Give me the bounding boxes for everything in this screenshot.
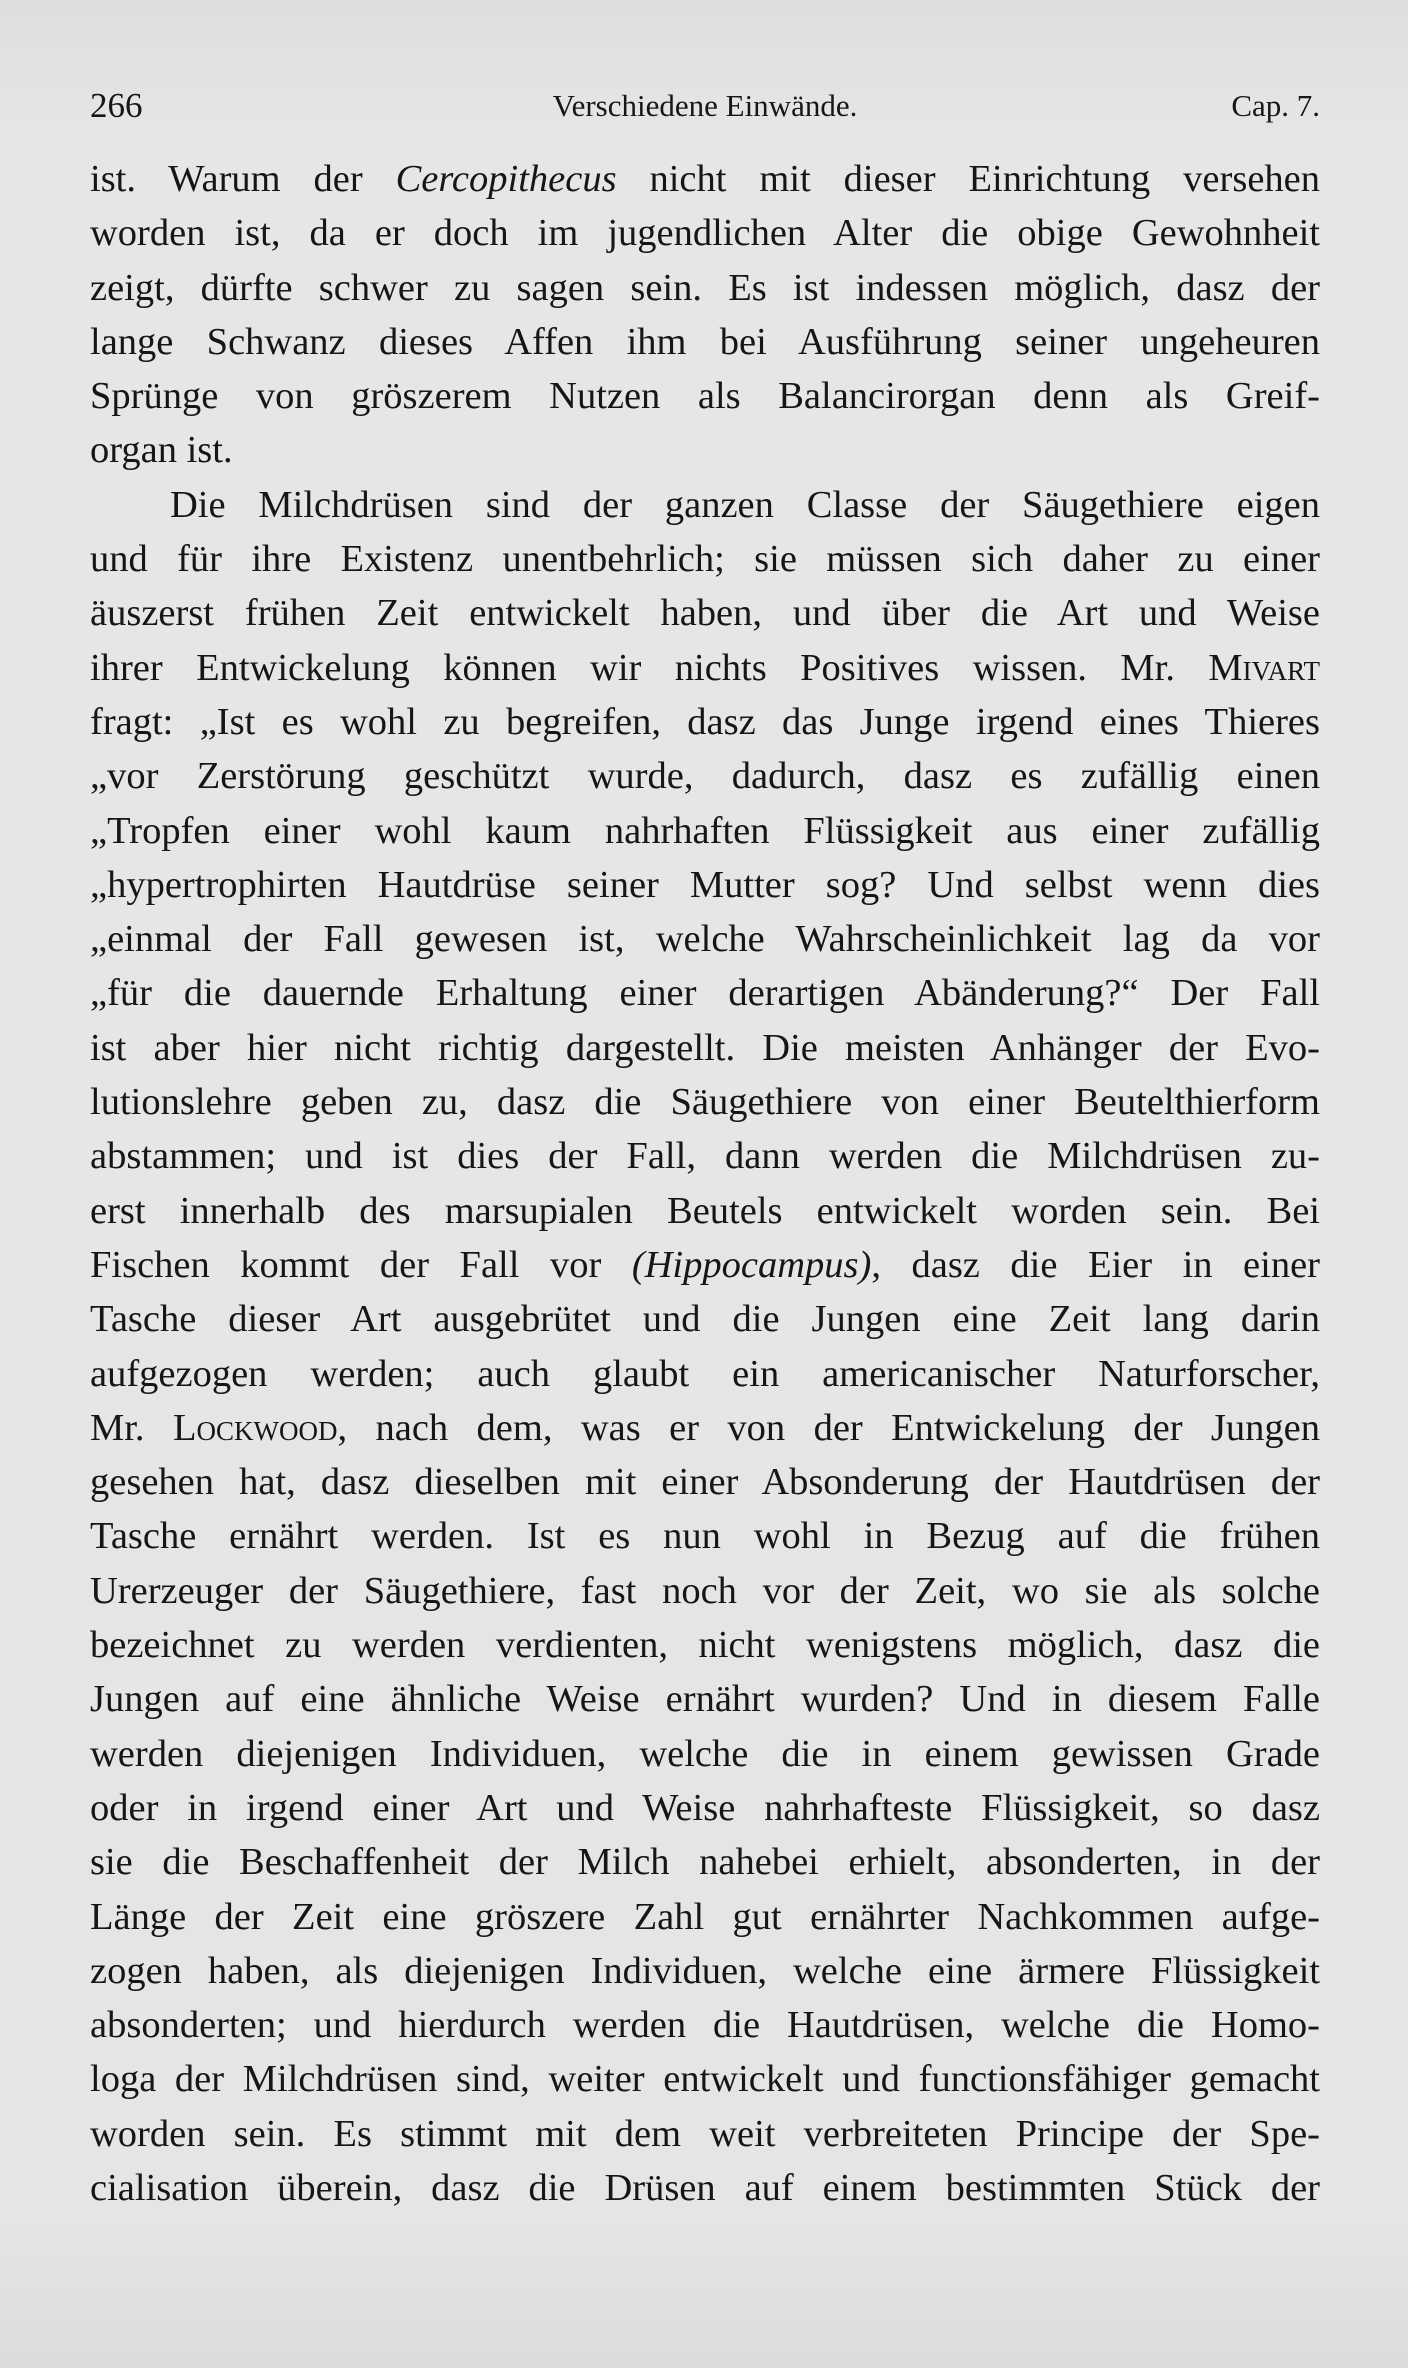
text-line: „vor Zerstörung geschützt wurde, dadurch, dasz es zufällig einen (90, 755, 1320, 798)
text-line: ihrer Entwickelung können wir nichts Positives wissen. Mr. Mivart (90, 646, 1320, 689)
text-line: „Tropfen einer wohl kaum nahrhaften Flüssigkeit aus einer zufällig (90, 809, 1320, 852)
text-line: Tasche dieser Art ausgebrütet und die Jungen eine Zeit lang darin (90, 1298, 1320, 1341)
text-line: sie die Beschaffenheit der Milch nahebei erhielt, absonderten, in der (90, 1841, 1320, 1884)
page-number: 266 (90, 86, 143, 125)
text-line: „hypertrophirten Hautdrüse seiner Mutter sog? Und selbst wenn dies (90, 863, 1320, 906)
text-line: oder in irgend einer Art und Weise nahrhafteste Flüssigkeit, so dasz (90, 1786, 1320, 1829)
text-line: Mr. Lockwood, nach dem, was er von der Entwickelung der Jungen (90, 1406, 1320, 1449)
text-line: erst innerhalb des marsupialen Beutels entwickelt worden sein. Bei (90, 1189, 1320, 1232)
italic-term: Cercopithecus (395, 158, 617, 200)
text-line: Die Milchdrüsen sind der ganzen Classe der Säugethiere eigen (170, 483, 1320, 526)
text-line: „für die dauernde Erhaltung einer derartigen Abänderung?“ Der Fall (90, 972, 1320, 1015)
chapter-label: Cap. 7. (1231, 88, 1320, 123)
text-line: zeigt, dürfte schwer zu sagen sein. Es ist indessen möglich, dasz der (90, 266, 1320, 309)
text-line: organ ist. (90, 429, 233, 472)
text-line: ist. Warum der Cercopithecus nicht mit dieser Einrichtung versehen (90, 158, 1320, 200)
book-page (90, 84, 1320, 2215)
text-line: lutionslehre geben zu, dasz die Säugethiere von einer Beutelthierform (90, 1081, 1320, 1124)
text-line: fragt: „Ist es wohl zu begreifen, dasz das Junge irgend eines Thieres (90, 700, 1320, 743)
text-line: äuszerst frühen Zeit entwickelt haben, und über die Art und Weise (90, 592, 1320, 635)
text-line: loga der Milchdrüsen sind, weiter entwickelt und functionsfähiger gemacht (90, 2058, 1320, 2101)
text-line: Sprünge von gröszerem Nutzen als Balancirorgan denn als Greif- (90, 375, 1320, 418)
text-line: Tasche ernährt werden. Ist es nun wohl in Bezug auf die frühen (90, 1515, 1320, 1558)
italic-term: (Hippocampus) (631, 1243, 872, 1286)
text-line: und für ihre Existenz unentbehrlich; sie müssen sich daher zu einer (90, 538, 1320, 581)
page-header (90, 84, 1320, 128)
text-line: Länge der Zeit eine gröszere Zahl gut ernährter Nachkommen aufge- (90, 1895, 1320, 1938)
text-line: worden ist, da er doch im jugendlichen Alter die obige Gewohnheit (90, 212, 1320, 255)
running-title: Verschiedene Einwände. (552, 88, 858, 123)
small-caps-name: Mivart (1208, 646, 1320, 689)
text-line: Jungen auf eine ähnliche Weise ernährt wurden? Und in diesem Falle (90, 1678, 1320, 1721)
body-text (90, 152, 1320, 2215)
text-line: aufgezogen werden; auch glaubt ein americanischer Naturforscher, (90, 1352, 1320, 1395)
small-caps-name: Lockwood (172, 1406, 338, 1449)
text-line: absonderten; und hierdurch werden die Hautdrüsen, welche die Homo- (90, 2004, 1320, 2047)
text-line: „einmal der Fall gewesen ist, welche Wahrscheinlichkeit lag da vor (90, 918, 1320, 961)
text-line: abstammen; und ist dies der Fall, dann werden die Milchdrüsen zu- (90, 1135, 1320, 1178)
text-line: Urerzeuger der Säugethiere, fast noch vor der Zeit, wo sie als solche (90, 1569, 1320, 1612)
text-line: bezeichnet zu werden verdienten, nicht wenigstens möglich, dasz die (90, 1624, 1320, 1667)
text-line: werden diejenigen Individuen, welche die in einem gewissen Grade (90, 1732, 1320, 1775)
text-line: ist aber hier nicht richtig dargestellt. Die meisten Anhänger der Evo- (90, 1026, 1320, 1069)
text-line: worden sein. Es stimmt mit dem weit verbreiteten Principe der Spe- (90, 2112, 1320, 2155)
text-line: Fischen kommt der Fall vor (Hippocampus), dasz die Eier in einer (90, 1243, 1320, 1286)
text-line: lange Schwanz dieses Affen ihm bei Ausführung seiner ungeheuren (90, 320, 1320, 363)
text-line: zogen haben, als diejenigen Individuen, welche eine ärmere Flüssigkeit (90, 1949, 1320, 1992)
text-line: gesehen hat, dasz dieselben mit einer Absonderung der Hautdrüsen der (90, 1461, 1320, 1504)
text-line: cialisation überein, dasz die Drüsen auf einem bestimmten Stück der (90, 2166, 1320, 2209)
